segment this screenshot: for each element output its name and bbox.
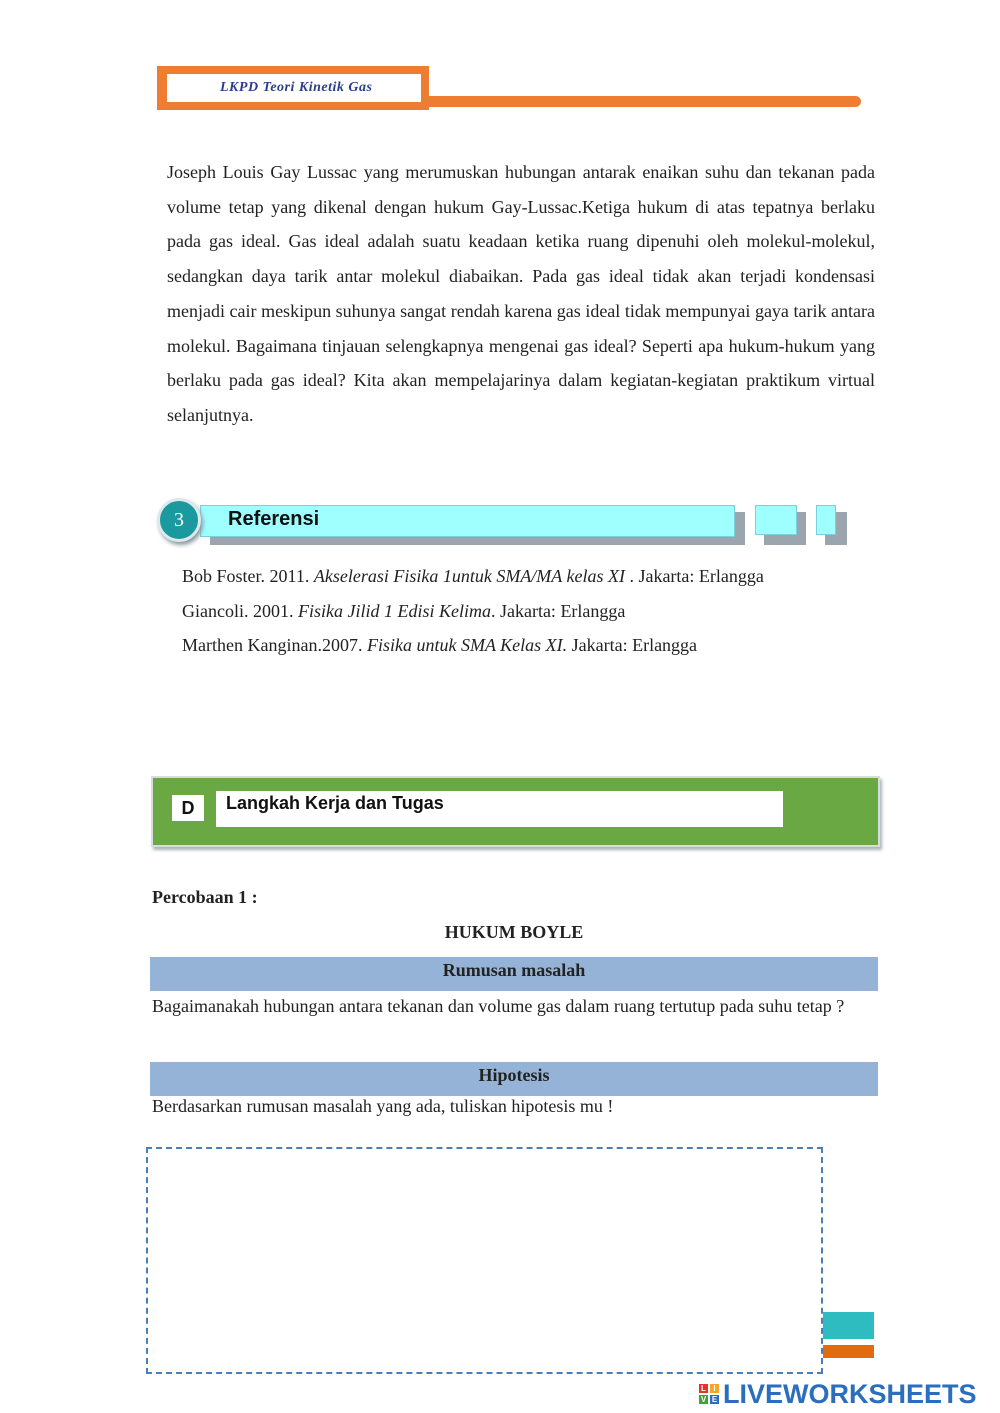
reference-publisher: . Jakarta: Erlangga [490,600,626,621]
referensi-heading: Referensi [228,508,320,530]
hipotesis-answer-box[interactable] [146,1147,823,1374]
reference-item [182,594,764,629]
header-title: LKPD Teori Kinetik Gas [220,80,373,95]
referensi-number-badge: 3 [157,498,201,542]
reference-author: Marthen Kanginan.2007. [182,635,367,656]
decor-square-small [816,505,836,535]
logo-icon [699,1384,719,1404]
reference-publisher: . Jakarta: Erlangga [624,566,764,586]
decor-square [755,505,797,535]
intro-paragraph: Joseph Louis Gay Lussac yang merumuskan hubungan antarak enaikan suhu dan tekanan pada volume tetap yang dikenal dengan hukum Gay-Lussac.Ketiga hukum di atas tepatnya berlaku pada gas ideal. Gas ideal adalah suatu keadaan ketika ruang dipenuhi oleh molekul-molekul, sedangkan daya tarik antar molekul diabaikan. Pada gas ideal tidak akan terjadi kondensasi menjadi cair meskipun suhunya sangat rendah karena gas ideal tidak mempunyai gaya tarik antara molekul. Bagaimana tinjauan selengkapnya mengenai gas ideal? Seperti apa hukum-hukum yang berlaku pada gas ideal? Kita akan mempelajarinya dalam kegiatan-kegiatan praktikum virtual selanjutnya. [167,162,875,425]
decor-teal-block [823,1312,874,1339]
logo-letter: L [699,1384,708,1393]
percobaan-title: HUKUM BOYLE [444,922,584,942]
liveworksheets-logo[interactable] [699,1378,977,1410]
reference-author: Giancoli. 2001. [182,600,298,621]
section-d-title: Langkah Kerja dan Tugas [226,793,444,813]
percobaan-label: Percobaan 1 : [152,887,258,907]
hipotesis-text: Berdasarkan rumusan masalah yang ada, tuliskan hipotesis mu ! [152,1096,614,1116]
reference-title: Fisika Jilid 1 Edisi Kelima [297,600,491,621]
reference-item [182,628,764,663]
decor-orange-block [823,1345,874,1358]
section-d-letter: D [172,795,204,821]
header-bar [429,96,861,107]
logo-text: LIVEWORKSHEETS [723,1378,977,1409]
reference-list [182,559,764,663]
reference-item [182,559,764,594]
reference-publisher: Jakarta: Erlangga [567,635,698,656]
rumusan-text: Bagaimanakah hubungan antara tekanan dan volume gas dalam ruang tertutup pada suhu tetap ? [152,996,845,1016]
reference-author: Bob Foster. 2011. [182,566,314,586]
hipotesis-heading: Hipotesis [150,1062,878,1096]
logo-letter: V [700,1395,707,1404]
logo-letter: E [711,1395,718,1404]
logo-letter: I [710,1384,719,1393]
reference-title: Akselerasi Fisika 1untuk SMA/MA kelas XI [313,566,625,586]
reference-title: Fisika untuk SMA Kelas XI. [366,635,568,656]
rumusan-heading: Rumusan masalah [150,957,878,991]
